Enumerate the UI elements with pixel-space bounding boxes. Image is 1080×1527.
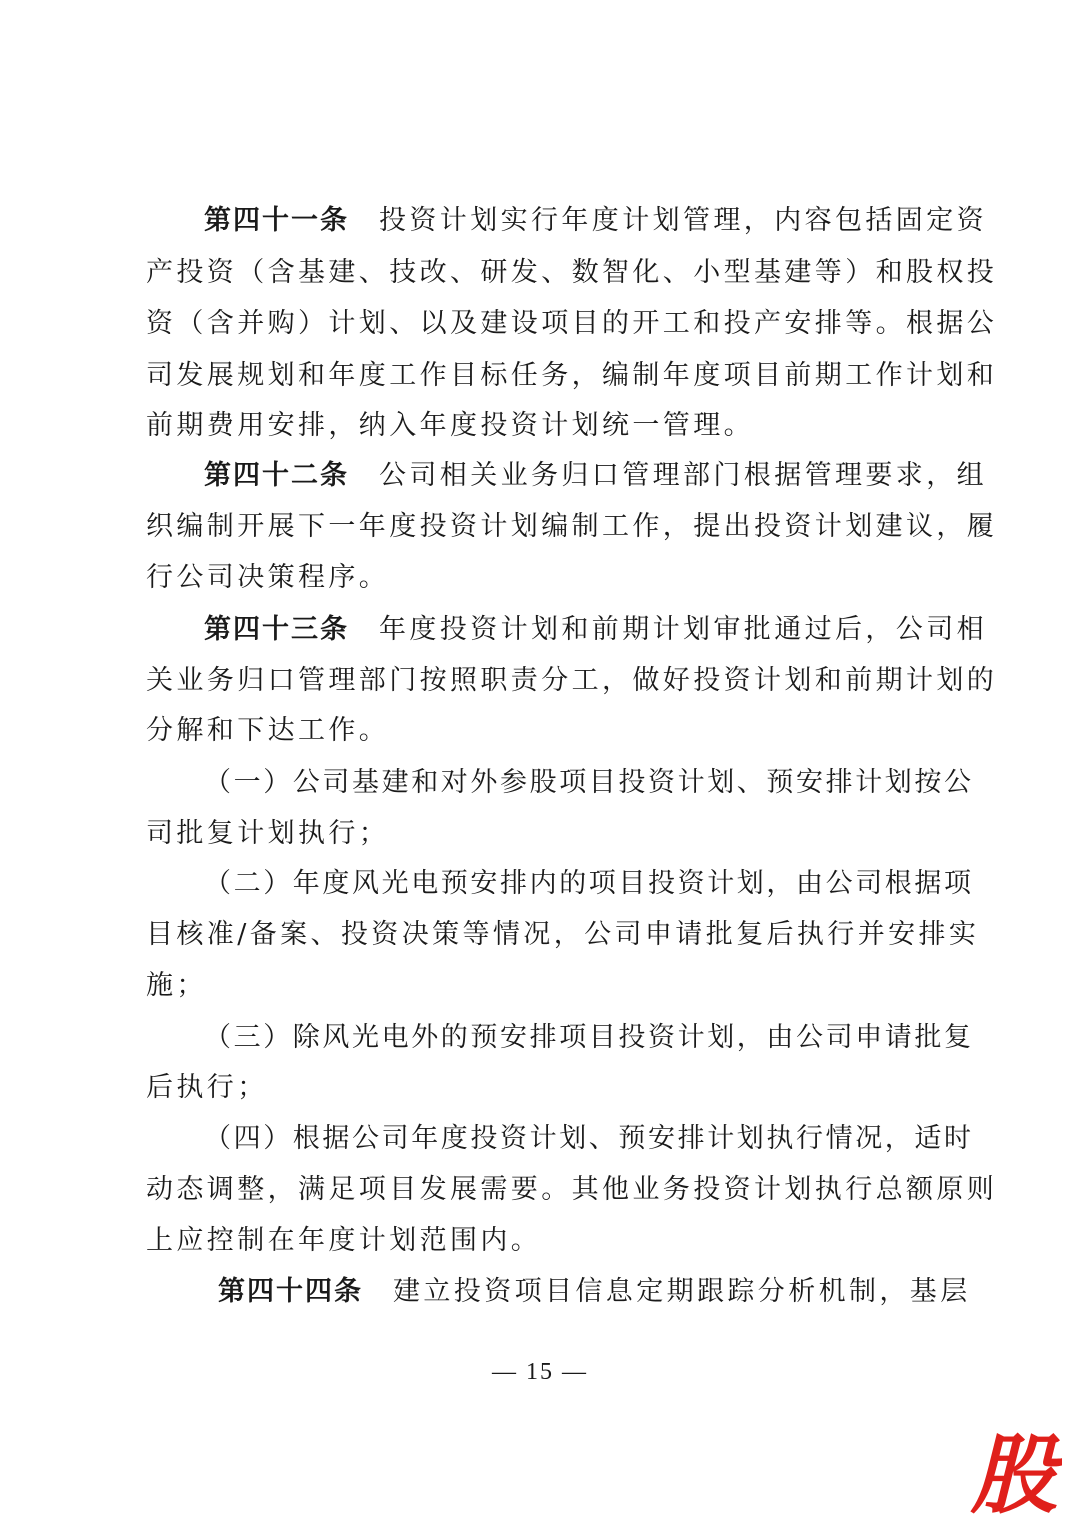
article-43-line: 分解和下达工作。 [146, 715, 390, 746]
item-3-first-line: （三）除风光电外的预安排项目投资计划，由公司申请批复 [204, 1022, 974, 1053]
brand-logo-icon [966, 1421, 1062, 1517]
article-41-line: 司发展规划和年度工作目标任务，编制年度项目前期工作计划和 [146, 360, 998, 391]
article-42-text: 公司相关业务归口管理部门根据管理要求，组 [379, 460, 987, 491]
article-43-line: 关业务归口管理部门按照职责分工，做好投资计划和前期计划的 [146, 665, 998, 696]
article-43-first-line [204, 610, 987, 650]
item-2-line: 目核准/备案、投资决策等情况，公司申请批复后执行并安排实 [146, 919, 980, 950]
item-1-first-line: （一）公司基建和对外参股项目投资计划、预安排计划按公 [204, 767, 974, 798]
article-41-first-line [204, 201, 987, 241]
article-41-text: 投资计划实行年度计划管理，内容包括固定资 [379, 205, 987, 236]
brand-logo-glyph: 股 [971, 1426, 1057, 1517]
article-41-heading: 第四十一条 [204, 205, 349, 236]
item-4-line: 动态调整，满足项目发展需要。其他业务投资计划执行总额原则 [146, 1174, 998, 1205]
article-41-line: 产投资（含基建、技改、研发、数智化、小型基建等）和股权投 [146, 257, 998, 288]
article-41-line: 前期费用安排，纳入年度投资计划统一管理。 [146, 410, 754, 441]
article-44-text: 建立投资项目信息定期跟踪分析机制，基层 [393, 1276, 971, 1307]
brand-logo-svg [966, 1421, 1062, 1517]
article-43-text: 年度投资计划和前期计划审批通过后，公司相 [379, 614, 987, 645]
article-44-first-line [218, 1272, 971, 1312]
article-42-line: 织编制开展下一年度投资计划编制工作，提出投资计划建议，履 [146, 511, 998, 542]
item-3-line: 后执行； [146, 1072, 268, 1103]
item-2-line: 施； [146, 970, 207, 1001]
item-2-first-line: （二）年度风光电预安排内的项目投资计划，由公司根据项 [204, 868, 974, 899]
article-42-heading: 第四十二条 [204, 460, 349, 491]
article-42-first-line [204, 456, 987, 496]
item-4-first-line: （四）根据公司年度投资计划、预安排计划执行情况，适时 [204, 1123, 974, 1154]
item-1-line: 司批复计划执行； [146, 818, 390, 849]
article-44-heading: 第四十四条 [218, 1276, 363, 1307]
article-41-line: 资（含并购）计划、以及建设项目的开工和投产安排等。根据公 [146, 308, 998, 339]
article-43-heading: 第四十三条 [204, 614, 349, 645]
item-4-line: 上应控制在年度计划范围内。 [146, 1225, 542, 1256]
page-number: — 15 — [492, 1359, 588, 1385]
article-42-line: 行公司决策程序。 [146, 562, 390, 593]
